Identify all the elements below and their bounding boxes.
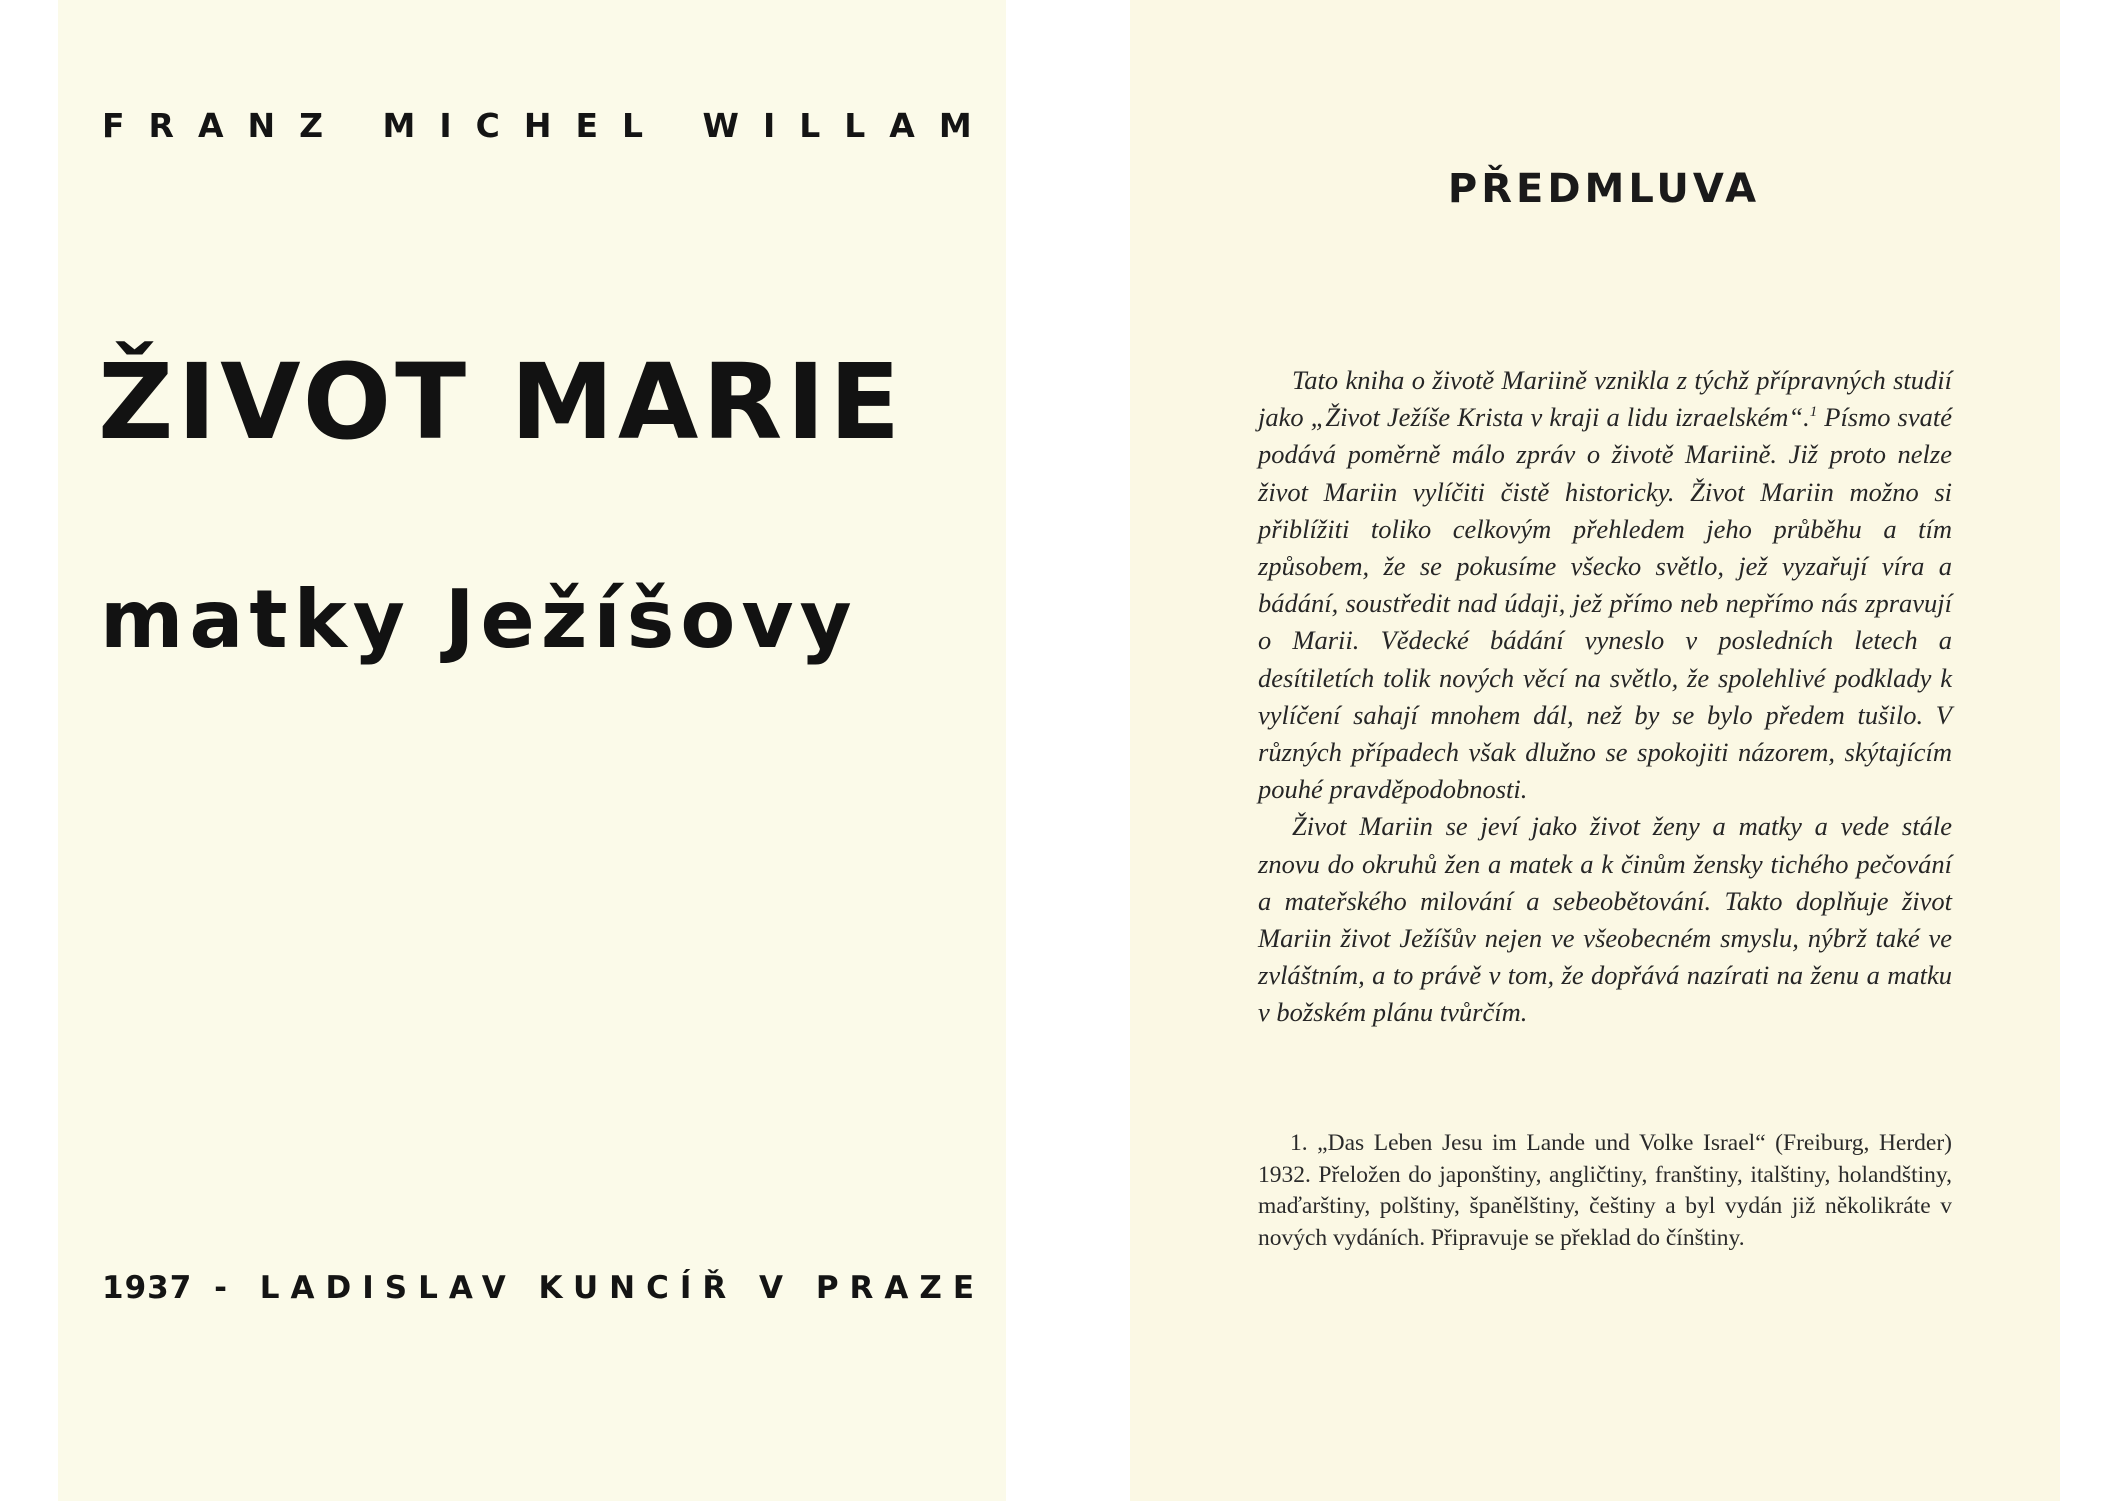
title-page	[58, 0, 1006, 1501]
imprint-separator: -	[214, 1270, 238, 1306]
preface-heading: PŘEDMLUVA	[1447, 166, 1761, 212]
preface-paragraph-1	[1258, 362, 1952, 808]
author-name: FRANZ MICHEL WILLAM	[102, 106, 996, 145]
paragraph-text: Písmo svaté podává poměrně málo zpráv o životě Mariině. Již proto nelze život Mariin vylíčiti čistě historicky. Život Mariin možno si přiblížiti toliko celkovým přehledem jeho průběhu a tím způsobem, že se pokusíme všecko světlo, jež vyzařují víra a bádání, soustředit nad údaji, jež přímo neb nepřímo nás zpravují o Marii. Vědecké bádání vyneslo v posledních letech a desítiletích tolik nových věcí na světlo, že spolehlivé podklady k vylíčení sahají mnohem dál, než by se bylo předem tušilo. V různých případech však dlužno se spokojiti názorem, skýtajícím pouhé pravděpodobnosti.	[1258, 402, 1953, 805]
imprint-publisher: LADISLAV KUNCÍŘ V PRAZE	[259, 1270, 986, 1306]
footnote: 1. „Das Leben Jesu im Lande und Volke Israel“ (Freiburg, Herder) 1932. Přeložen do japonštiny, angličtiny, franštiny, italštiny, holandštiny, maďarštiny, polštiny, španělštiny, češtiny a byl vydán již několikráte v nových vydáních. Připravuje se překlad do čínštiny.	[1258, 1130, 1952, 1251]
imprint	[102, 1270, 985, 1306]
book-title: ŽIVOT MARIE	[98, 341, 905, 463]
preface-body	[1258, 362, 1952, 1032]
paragraph-text: Tato kniha o životě Mariině vznikla z týchž přípravných studií jako „Život Ježíše Krista v kraji a lidu izraelském“.	[1258, 365, 1952, 433]
preface-paragraph-2: Život Mariin se jeví jako život ženy a matky a vede stále znovu do okruhů žen a matek a k činům žensky tichého pečování a mateřského milování a sebeobětování. Takto doplňuje život Mariin život Ježíšův nejen ve všeobecném smyslu, nýbrž také ve zvláštním, a to právě v tom, že dopřává nazírati na ženu a matku v božském plánu tvůrčím.	[1258, 811, 1952, 1028]
imprint-year: 1937	[102, 1270, 193, 1306]
footnote-reference: 1	[1809, 404, 1818, 421]
book-subtitle: matky Ježíšovy	[100, 573, 858, 666]
preface-page	[1130, 0, 2060, 1501]
